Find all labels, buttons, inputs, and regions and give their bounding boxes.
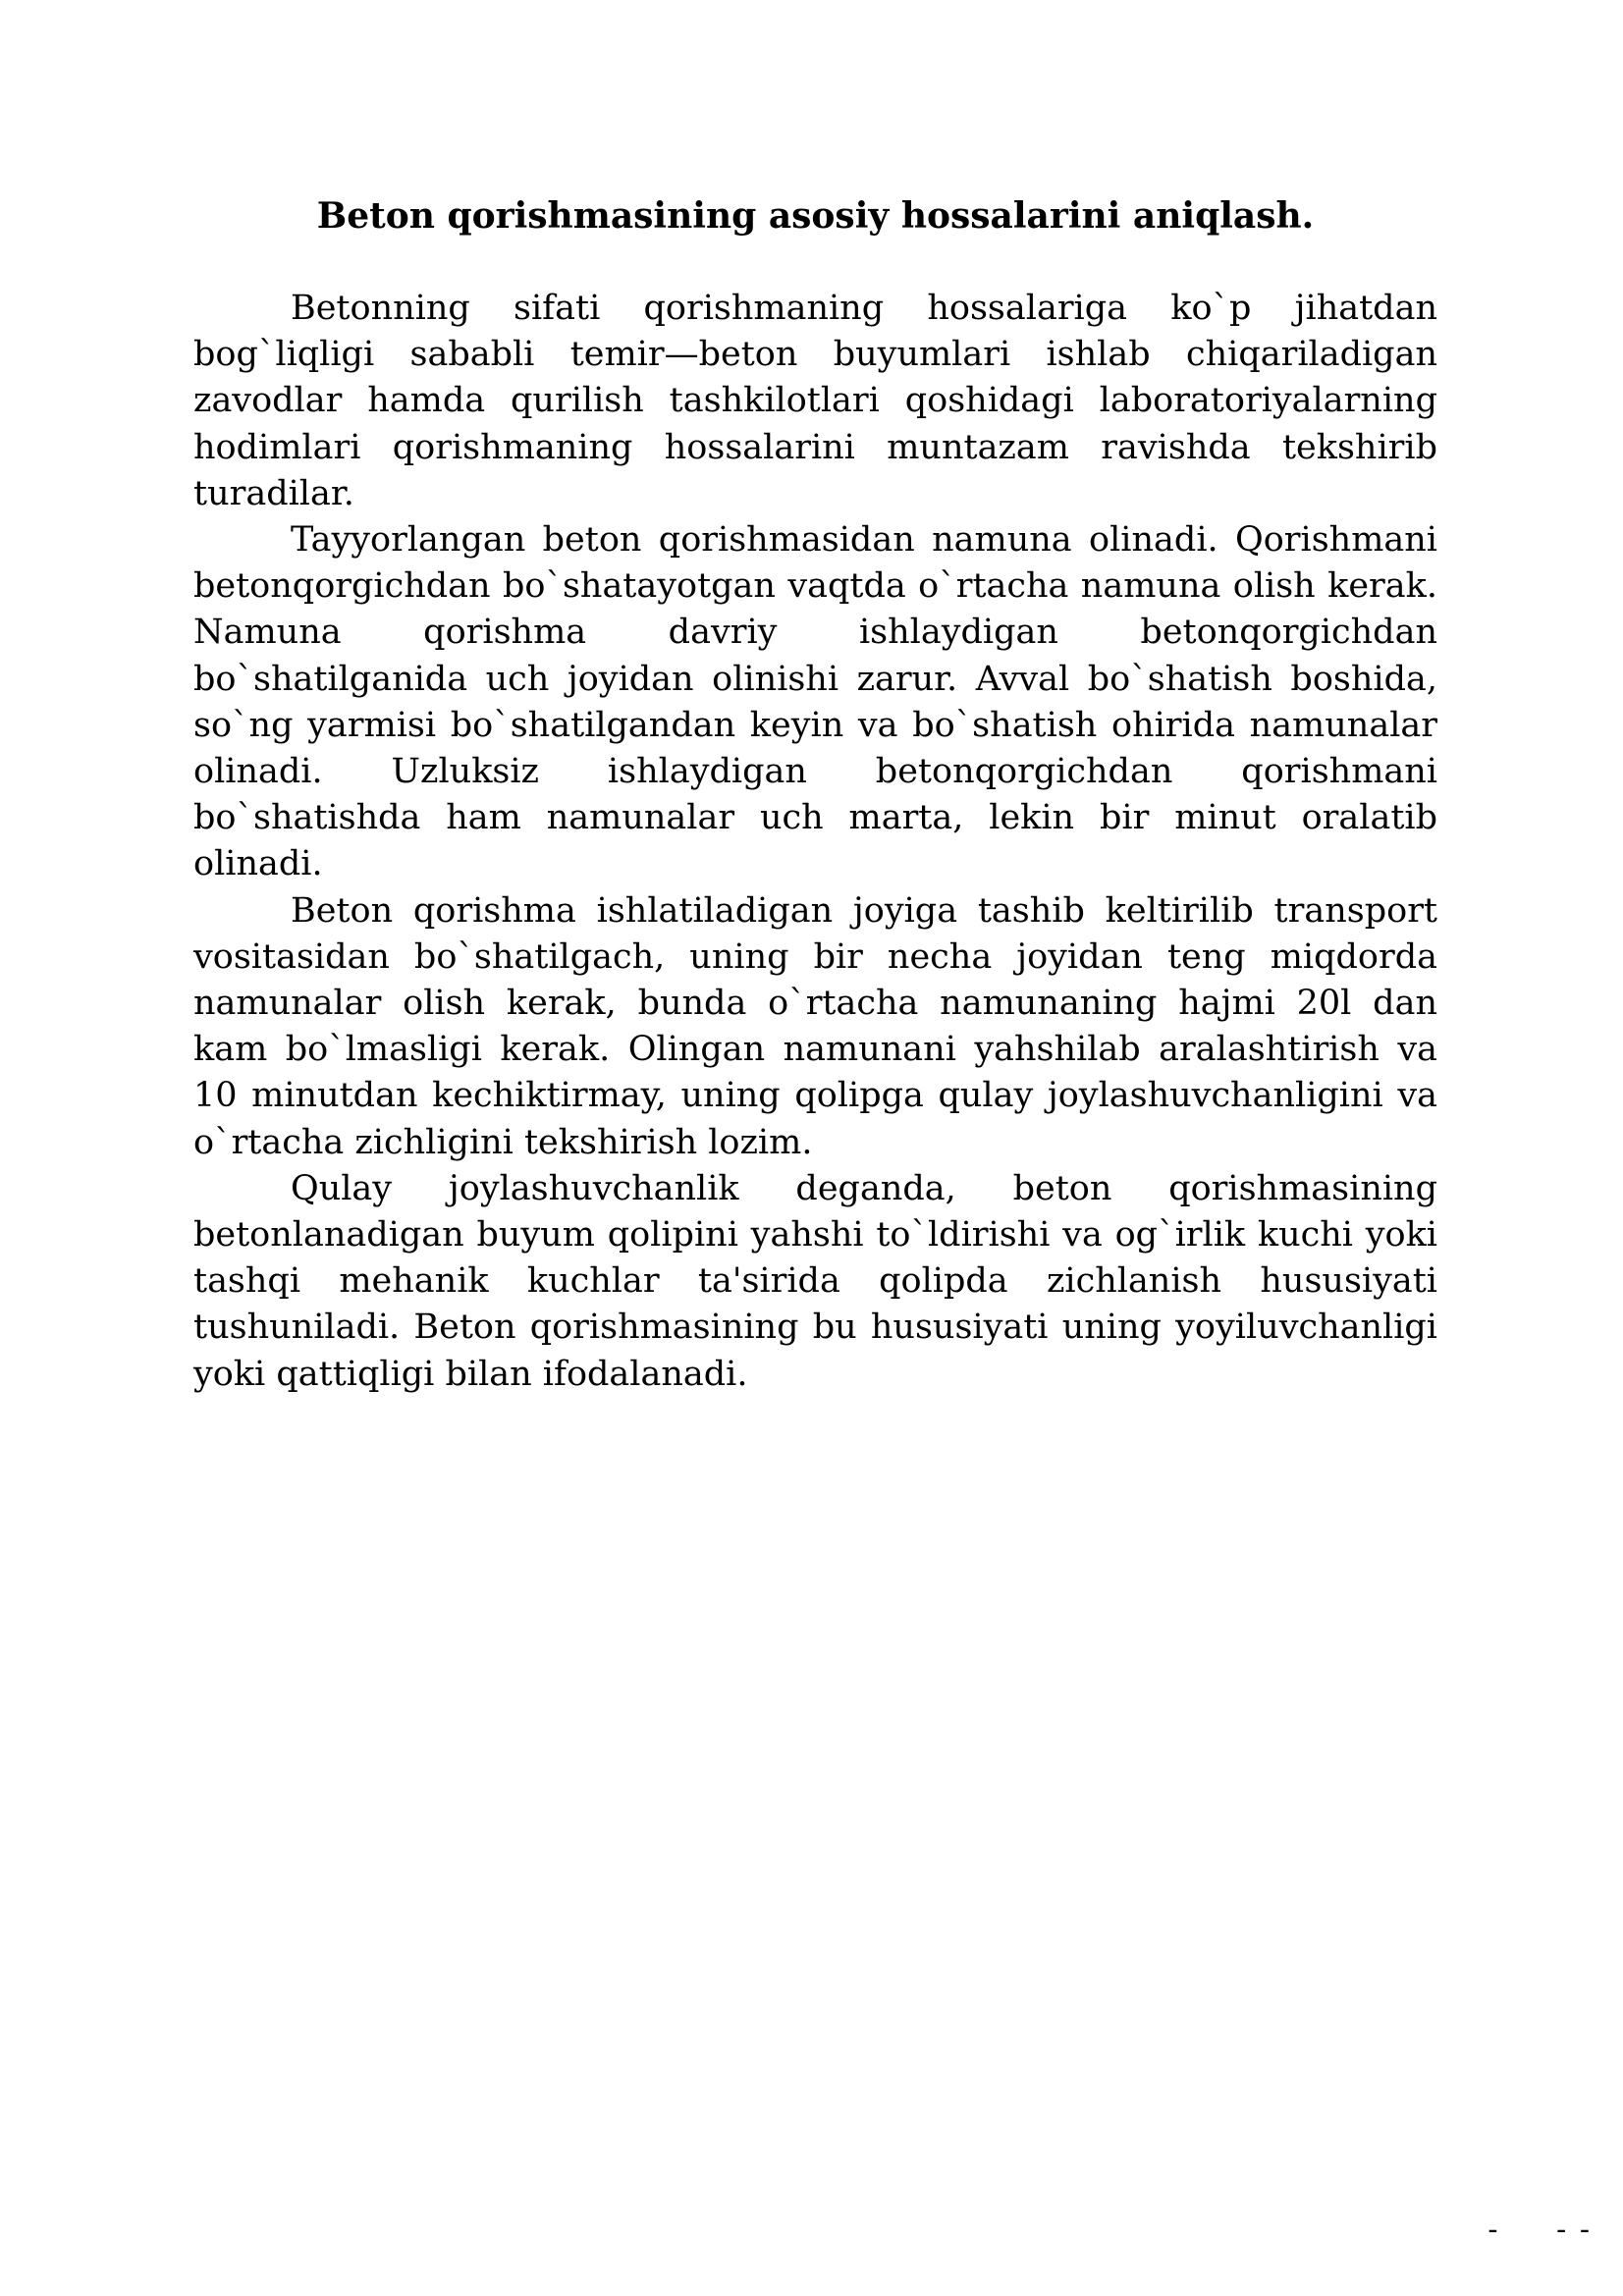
footer-marks: - - - [1488, 2213, 1592, 2247]
paragraph-4: Qulay joylashuvchanlik deganda, beton qorishmasining betonlanadigan buyum qolipini yahshi to`ldirishi va og`irlik kuchi yoki tashqi mehanik kuchlar ta'sirida qolipda zichlanish hususiyati tushuniladi. Beton qorishmasining bu hususiyati uning yoyiluvchanligi yoki qattiqligi bilan ifodalanadi. [193, 1168, 1437, 1394]
paragraph-3: Beton qorishma ishlatiladigan joyiga tashib keltirilib transport vositasidan bo`shatilgach, uning bir necha joyidan teng miqdorda namunalar olish kerak, bunda o`rtacha namunaning hajmi 20l dan kam bo`lmasligi kerak. Olingan namunani yahshilab aralashtirish va 10 minutdan kechiktirmay, uning qolipga qulay joylashuvchanligini va o`rtacha zichligini tekshirish lozim. [193, 890, 1437, 1162]
paragraph-2: Tayyorlangan beton qorishmasidan namuna olinadi. Qorishmani betonqorgichdan bo`shatayotgan vaqtda o`rtacha namuna olish kerak. Namuna qorishma davriy ishlaydigan betonqorgichdan bo`shatilganida uch joyidan olinishi zarur. Avval bo`shatish boshida, so`ng yarmisi bo`shatilgandan keyin va bo`shatish ohirida namunalar olinadi. Uzluksiz ishlaydigan betonqorgichdan qorishmani bo`shatishda ham namunalar uch marta, lekin bir minut oralatib olinadi. [193, 520, 1437, 884]
document-body [193, 286, 1437, 1398]
paragraph-1: Betonning sifati qorishmaning hossalariga ko`p jihatdan bog`liqligi sababli temir—beton buyumlari ishlab chiqariladigan zavodlar hamda qurilish tashkilotlari qoshidagi laboratoriyalarning hodimlari qorishmaning hossalarini muntazam ravishda tekshirib turadilar. [193, 289, 1437, 513]
document-title: Beton qorishmasining asosiy hossalarini aniqlash. [316, 195, 1315, 237]
